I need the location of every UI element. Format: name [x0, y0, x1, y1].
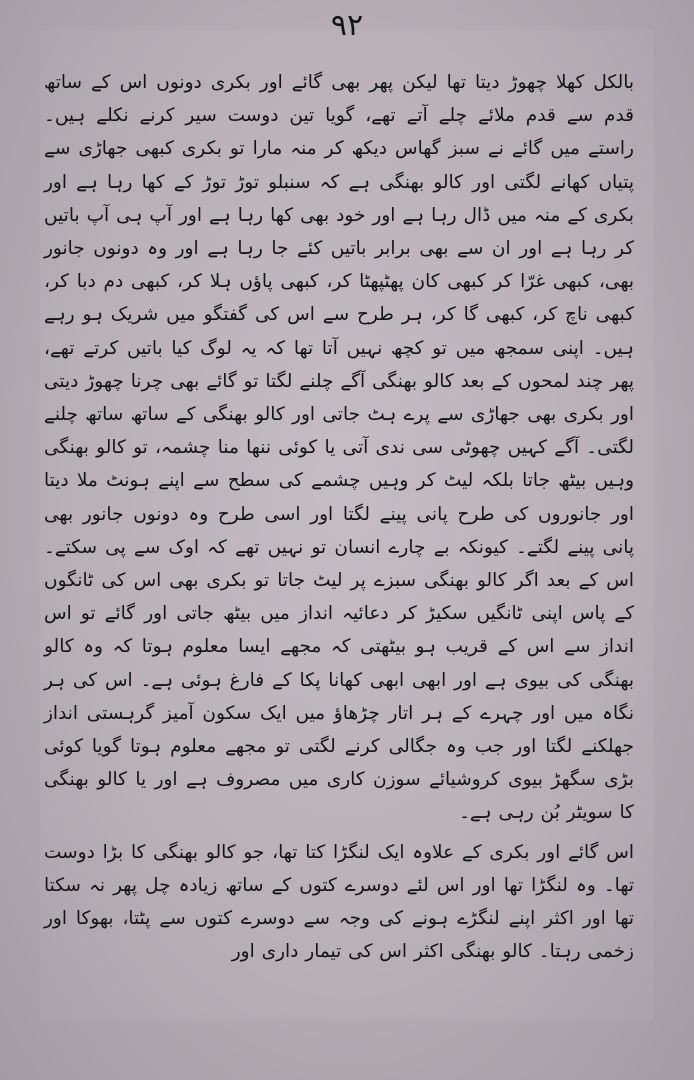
paragraph-2: اس گائے اور بکری کے علاوہ ایک لنگڑا کتا تھا، جو کالو بھنگی کا بڑا دوست تھا۔ وہ لنگڑا تھا اور اس لئے دوسرے کتوں کے ساتھ زیادہ چل پھر نہ سکتا تھا اور اکثر اپنے لنگڑے ہونے کی وجہ سے دوسرے کتوں سے پٹتا، بھوکا اور زخمی رہتا۔ کالو بھنگی اکثر اس کی تیمار داری اور [44, 841, 634, 963]
paragraph-1: بالکل کھلا چھوڑ دیتا تھا لیکن پھر بھی گائے اور بکری دونوں اس کے ساتھ قدم سے قدم ملائے چلے آتے تھے، گویا تین دوست سیر کرنے نکلے ہیں۔ راستے میں گائے نے سبز گھاس دیکھ کر منہ مارا تو بکری کبھی جھاڑی سے پتیاں کھانے لگتی اور کالو بھنگی ہے کہ سنبلو توڑ توڑ کے کھا رہا ہے اور بکری کے منہ میں ڈال رہا ہے اور خود بھی کھا رہا ہے اور آپ ہی آپ باتیں کر رہا ہے اور ان سے بھی برابر باتیں کئے جا رہا ہے اور وہ دونوں جانور بھی، کبھی غرّا کر کبھی کان پھٹپھٹا کر، کبھی پاؤں ہلا کر، کبھی دم دبا کر، کبھی ناچ کر، کبھی گا کر، ہر طرح سے اس کی گفتگو میں شریک ہو رہے ہیں۔ اپنی سمجھ میں تو کچھ نہیں آتا تھا کہ یہ لوگ کیا باتیں کرتے تھے، پھر چند لمحوں کے بعد کالو بھنگی آگے چلنے لگتا تو گائے بھی چرنا چھوڑ دیتی اور بکری بھی جھاڑی سے پرے ہٹ جاتی اور کالو بھنگی کے ساتھ ساتھ چلنے لگتی۔ آگے کہیں چھوٹی سی ندی آتی یا کوئی ننھا منا چشمہ، تو کالو بھنگی وہیں بیٹھ جاتا بلکہ لیٹ کر وہیں چشمے کی سطح سے اپنے ہونٹ ملا دیتا اور جانوروں کی طرح پانی پینے لگتا اور اسی طرح وہ دونوں جانور بھی پانی پینے لگتے۔ کیونکہ بے چارے انسان تو نہیں تھے کہ اوک سے پی سکتے۔ اس کے بعد اگر کالو بھنگی سبزے پر لیٹ جاتا تو بکری بھی اس کی ٹانگوں کے پاس اپنی ٹانگیں سکیڑ کر دعائیہ انداز میں بیٹھ جاتی اور گائے تو اس انداز سے اس کے قریب ہو بیٹھتی کہ مجھے ایسا معلوم ہوتا کہ وہ کالو بھنگی کی بیوی ہے اور ابھی ابھی کھانا پکا کے فارغ ہوئی ہے۔ اس کی ہر نگاہ میں اور چہرے کے ہر اتار چڑھاؤ میں ایک سکون آمیز گرہستی انداز جھلکنے لگتا اور جب وہ جگالی کرنے لگتی تو مجھے معلوم ہوتا گویا کوئی بڑی سگھڑ بیوی کروشیائے سوزن کاری میں مصروف ہے اور یا کالو بھنگی کا سویٹر بُن رہی ہے۔ [44, 72, 634, 824]
page-number: ۹۲ [330, 8, 364, 43]
page-body-text [44, 66, 634, 968]
